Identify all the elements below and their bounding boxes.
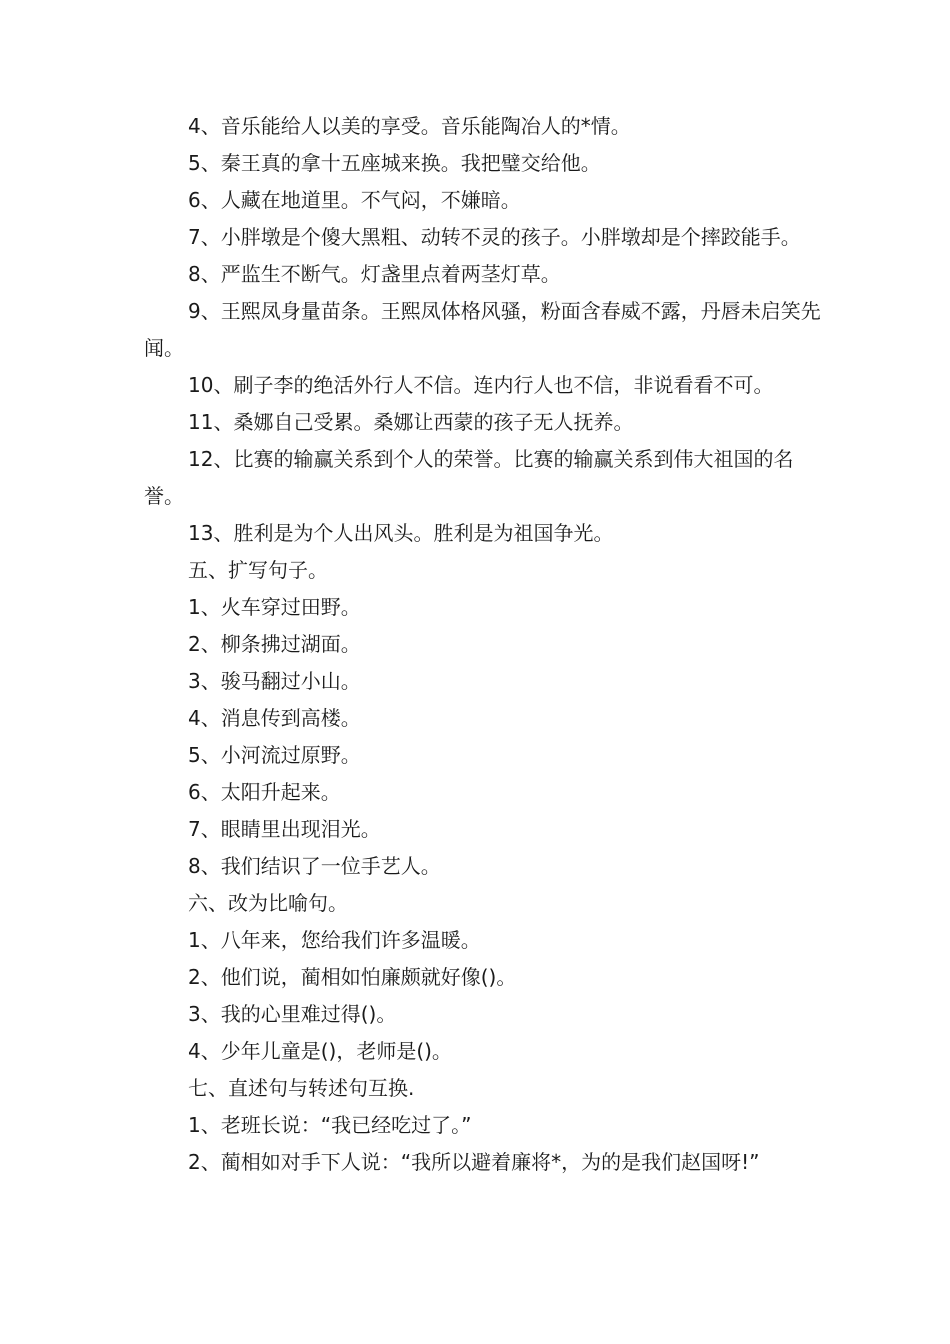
- paragraph: 3、我的心里难过得()。: [188, 1002, 397, 1026]
- paragraph: 11、桑娜自己受累。桑娜让西蒙的孩子无人抚养。: [188, 410, 634, 434]
- paragraph: 5、秦王真的拿十五座城来换。我把璧交给他。: [188, 151, 601, 175]
- paragraph: 8、严监生不断气。灯盏里点着两茎灯草。: [188, 262, 561, 286]
- paragraph: 3、骏马翻过小山。: [188, 669, 361, 693]
- paragraph: 4、消息传到高楼。: [188, 706, 361, 730]
- paragraph: 6、人藏在地道里。不气闷，不嫌暗。: [188, 188, 521, 212]
- paragraph: 12、比赛的输赢关系到个人的荣誉。比赛的输赢关系到伟大祖国的名誉。: [144, 447, 794, 508]
- paragraph: 1、老班长说：“我已经吃过了。”: [188, 1113, 472, 1137]
- paragraph: 2、蔺相如对手下人说：“我所以避着廉将*，为的是我们赵国呀!”: [188, 1150, 760, 1174]
- paragraph: 10、刷子李的绝活外行人不信。连内行人也不信，非说看看不可。: [188, 373, 774, 397]
- paragraph: 1、八年来，您给我们许多温暖。: [188, 928, 481, 952]
- paragraph: 13、胜利是为个人出风头。胜利是为祖国争光。: [188, 521, 614, 545]
- section-heading: 七、直述句与转述句互换.: [188, 1076, 415, 1100]
- paragraph: 7、眼睛里出现泪光。: [188, 817, 381, 841]
- paragraph: 5、小河流过原野。: [188, 743, 361, 767]
- paragraph: 2、柳条拂过湖面。: [188, 632, 361, 656]
- section-heading: 六、改为比喻句。: [188, 891, 348, 915]
- paragraph: 4、音乐能给人以美的享受。音乐能陶冶人的*情。: [188, 114, 631, 138]
- document-page: [144, 108, 824, 1181]
- paragraph: 9、王熙凤身量苗条。王熙凤体格风骚，粉面含春威不露，丹唇未启笑先闻。: [144, 299, 821, 360]
- paragraph: 2、他们说，蔺相如怕廉颇就好像()。: [188, 965, 517, 989]
- paragraph: 6、太阳升起来。: [188, 780, 341, 804]
- section-heading: 五、扩写句子。: [188, 558, 328, 582]
- paragraph: 1、火车穿过田野。: [188, 595, 361, 619]
- paragraph: 8、我们结识了一位手艺人。: [188, 854, 441, 878]
- paragraph: 4、少年儿童是()，老师是()。: [188, 1039, 452, 1063]
- paragraph: 7、小胖墩是个傻大黑粗、动转不灵的孩子。小胖墩却是个摔跤能手。: [188, 225, 801, 249]
